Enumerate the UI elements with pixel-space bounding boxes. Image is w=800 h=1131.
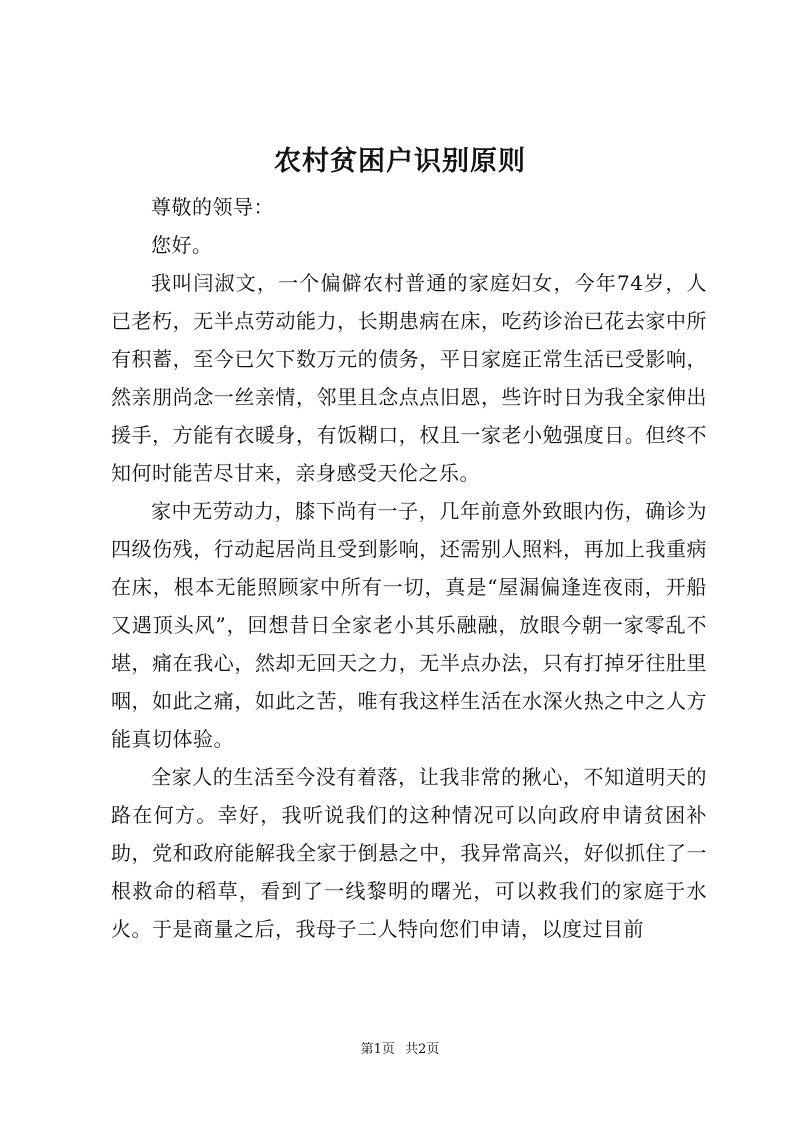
page-total: 共2页 bbox=[405, 1042, 440, 1057]
page-number: 第1页 bbox=[360, 1042, 395, 1057]
document-body bbox=[111, 188, 707, 948]
body-paragraph-2: 家中无劳动力，膝下尚有一子，几年前意外致眼内伤，确诊为四级伤残，行动起居尚且受到影响，还需别人照料，再加上我重病在床，根本无能照顾家中所有一切，真是“屋漏偏逢连夜雨，开船又遇顶头风”，回想昔日全家老小其乐融融，放眼今朝一家零乱不堪，痛在我心，然却无回天之力，无半点办法，只有打掉牙往肚里咽，如此之痛，如此之苦，唯有我这样生活在水深火热之中之人方能真切体验。 bbox=[111, 499, 707, 751]
salutation: 尊敬的领导： bbox=[151, 195, 274, 219]
greeting: 您好。 bbox=[151, 233, 213, 257]
page-footer bbox=[0, 1040, 800, 1060]
document-title: 农村贫困户识别原则 bbox=[274, 146, 526, 177]
body-paragraph-3: 全家人的生活至今没有着落，让我非常的揪心，不知道明天的路在何方。幸好，我听说我们的这种情况可以向政府申请贫困补助，党和政府能解我全家于倒悬之中，我异常高兴，好似抓住了一根救命的稻草，看到了一线黎明的曙光，可以救我们的家庭于水火。于是商量之后，我母子二人特向您们申请，以度过目前 bbox=[111, 765, 707, 941]
body-paragraph-1: 我叫闫淑文，一个偏僻农村普通的家庭妇女，今年74岁，人已老朽，无半点劳动能力，长期患病在床，吃药诊治已花去家中所有积蓄，至今已欠下数万元的债务，平日家庭正常生活已受影响，然亲朋尚念一丝亲情，邻里且念点点旧恩，些许时日为我全家伸出援手，方能有衣暖身，有饭糊口，权且一家老小勉强度日。但终不知何时能苦尽甘来，亲身感受天伦之乐。 bbox=[111, 271, 707, 485]
